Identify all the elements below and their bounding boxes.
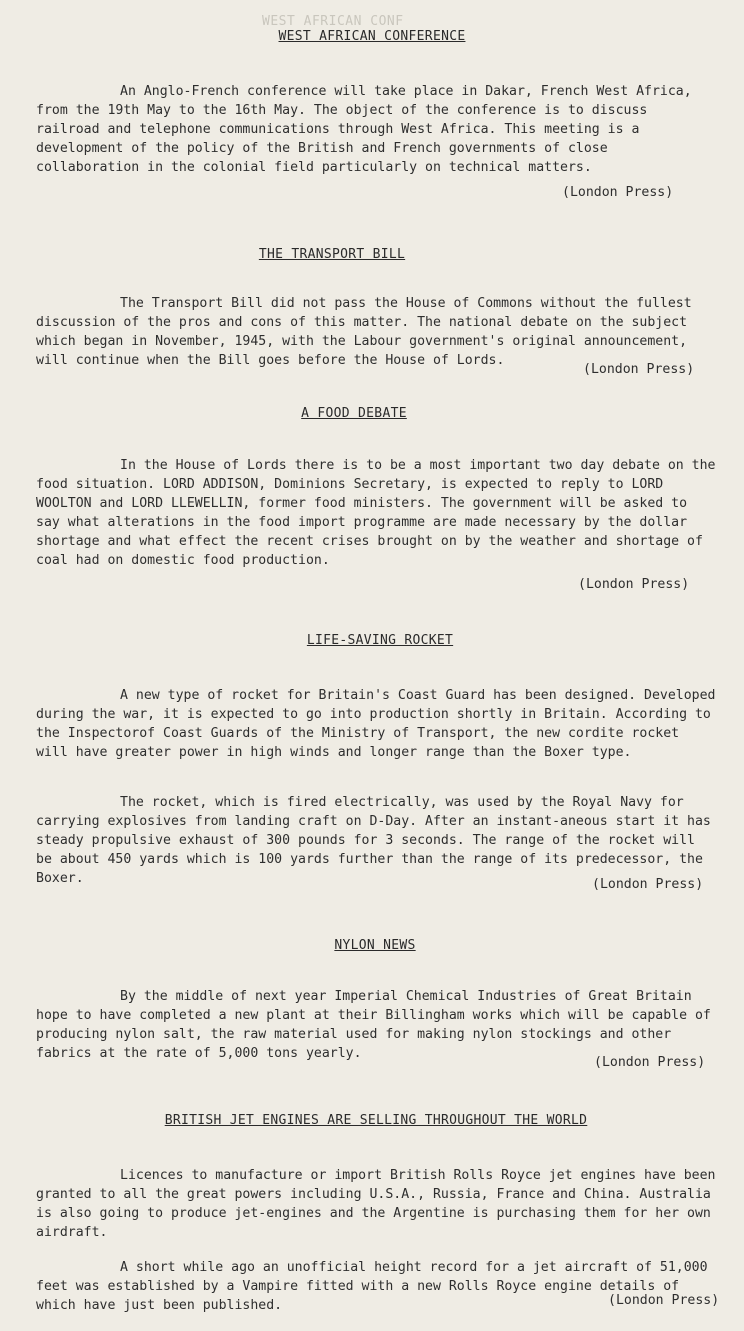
heading-life-saving-rocket: LIFE-SAVING ROCKET [306,633,454,648]
heading-food-debate: A FOOD DEBATE [301,406,407,421]
heading-nylon-news: NYLON NEWS [334,938,416,953]
source-london-press-2: (London Press) [583,362,695,377]
heading-west-african-conference: WEST AFRICAN CONFERENCE [278,29,466,44]
source-london-press-5: (London Press) [594,1055,706,1070]
heading-transport-bill: THE TRANSPORT BILL [258,247,406,262]
source-london-press-4: (London Press) [592,877,704,892]
heading-british-jet-engines: BRITISH JET ENGINES ARE SELLING THROUGHOUT THE WORLD [164,1113,588,1128]
source-london-press-1: (London Press) [562,185,674,200]
paragraph-west-african-1: An Anglo-French conference will take place in Dakar, French West Africa, from the 19th May to the 16th May. The object of the conference is to discuss railroad and telephone communications through West Africa. This meeting is a development of the policy of the British and French governments of close collaboration in the colonial field particularly on technical matters. [36,84,692,175]
paragraph-food-debate-1: In the House of Lords there is to be a most important two day debate on the food situation. LORD ADDISON, Dominions Secretary, is expected to reply to LORD WOOLTON and LORD LLEWELLIN, former food ministers. The government will be asked to say what alterations in the food import programme are made necessary by the dollar shortage and what effect the recent crises brought on by the weather and shortage of coal had on domestic food production. [36,458,716,568]
source-london-press-3: (London Press) [578,577,690,592]
paragraph-nylon-1: By the middle of next year Imperial Chemical Industries of Great Britain hope to have completed a new plant at their Billingham works which will be capable of producing nylon salt, the raw material used for making nylon stockings and other fabrics at the rate of 5,000 tons yearly. [36,989,711,1061]
paragraph-transport-bill-1: The Transport Bill did not pass the House of Commons without the fullest discussion of the pros and cons of this matter. The national debate on the subject which began in November, 1945, with the Labour government's original announcement, will continue when the Bill goes before the House of Lords. [36,296,692,368]
paragraph-rocket-2: The rocket, which is fired electrically, was used by the Royal Navy for carrying explosives from landing craft on D-Day. After an instant-aneous start it has steady propulsive exhaust of 300 pounds for 3 seconds. The range of the rocket will be about 450 yards which is 100 yards further than the range of its predecessor, the Boxer. [36,795,711,886]
source-london-press-6: (London Press) [608,1293,720,1308]
faint-ghost-heading: WEST AFRICAN CONF [262,14,404,29]
paragraph-jet-1: Licences to manufacture or import British Rolls Royce jet engines have been granted to all the great powers including U.S.A., Russia, France and China. Australia is also going to produce jet-engines and the Argentine is purchasing them for her own airdraft. [36,1168,716,1240]
paragraph-rocket-1: A new type of rocket for Britain's Coast Guard has been designed. Developed during the war, it is expected to go into production shortly in Britain. According to the Inspectorof Coast Guards of the Ministry of Transport, the new cordite rocket will have greater power in high winds and longer range than the Boxer type. [36,688,716,760]
paragraph-jet-2: A short while ago an unofficial height record for a jet aircraft of 51,000 feet was established by a Vampire fitted with a new Rolls Royce engine details of which have just been published. [36,1260,708,1313]
